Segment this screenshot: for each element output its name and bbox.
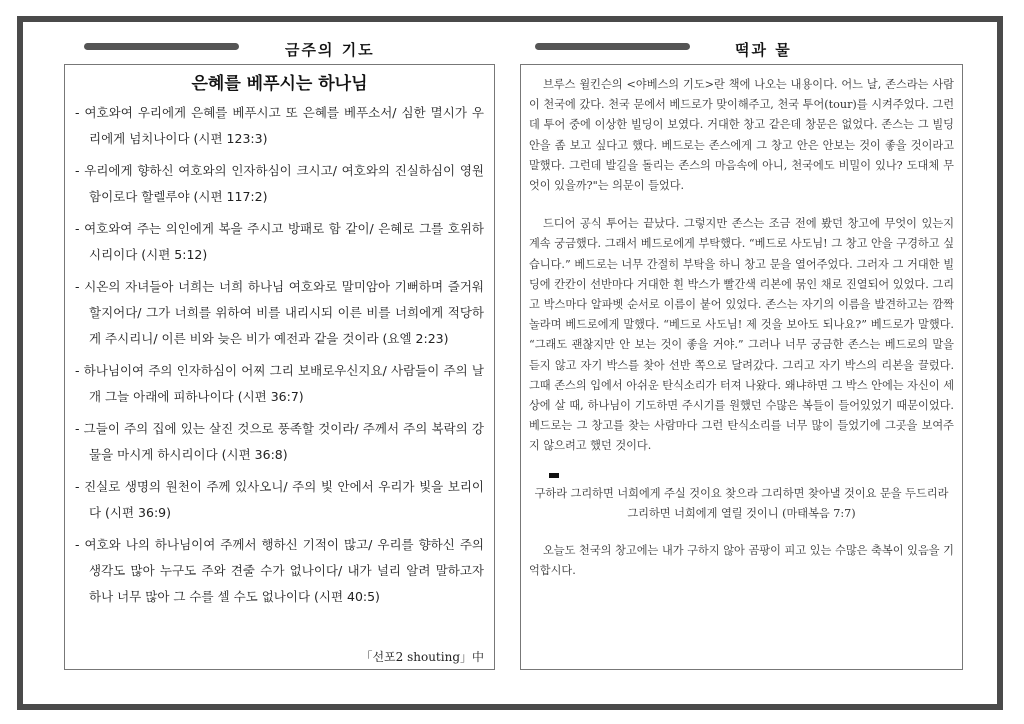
- story-paragraph-1: 브루스 윌킨슨의 <야베스의 기도>란 책에 나오는 내용이다. 어느 날, 존스라는 사람이 천국에 갔다. 천국 문에서 베드로가 맞이해주고, 천국 투어(tour)를 시켜주었다. 그런데 투어 중에 이상한 빌딩이 보였다. 거대한 창고 같은데 창문은 없었다. 존스는 그 빌딩 안을 좀 보고 싶다고 했다. 베드로는 존스에게 그 창고 안은 안보는 것이 좋을 것이라고 말했다. 그런데 발길을 돌리는 존스의 마음속에 아니, 천국에도 비밀이 있나? 도대체 무엇이 있을까?"는 의문이 들었다.: [529, 78, 954, 193]
- prayer-box: [64, 64, 495, 670]
- closing-paragraph: 오늘도 천국의 창고에는 내가 구하지 않아 곰팡이 피고 있는 수많은 축복이 있음을 기억합시다.: [529, 543, 954, 577]
- left-heading-bar: [84, 43, 239, 50]
- verse-4: - 시온의 자녀들아 너희는 너희 하나님 여호와로 말미암아 기뻐하며 즐거워할지어다/ 그가 너희를 위하여 비를 내리시되 이른 비를 너희에게 적당하게 주시리니/ 이른 비와 늦은 비가 예전과 같을 것이라 (요엘 2:23): [75, 279, 484, 346]
- verse-6: - 그들이 주의 집에 있는 살진 것으로 풍족할 것이라/ 주께서 주의 복락의 강물을 마시게 하시리이다 (시편 36:8): [75, 421, 484, 462]
- quote-marker: [549, 473, 559, 478]
- verse-7: - 진실로 생명의 원천이 주께 있사오니/ 주의 빛 안에서 우리가 빛을 보리이다 (시편 36:9): [75, 479, 484, 520]
- verse-1: - 여호와여 우리에게 은혜를 베푸시고 또 은혜를 베푸소서/ 심한 멸시가 우리에게 넘치나이다 (시편 123:3): [75, 105, 484, 146]
- right-heading: 떡과 물: [735, 41, 792, 59]
- verse-2: - 우리에게 향하신 여호와의 인자하심이 크시고/ 여호와의 진실하심이 영원함이로다 할렐루야 (시편 117:2): [75, 163, 484, 204]
- verse-8: - 여호와 나의 하나님이여 주께서 행하신 기적이 많고/ 우리를 향하신 주의 생각도 많아 누구도 주와 견줄 수가 없나이다/ 내가 널리 알려 말하고자 하나 너무 많아 그 수를 셀 수도 없나이다 (시편 40:5): [75, 537, 484, 604]
- story-box: [520, 64, 963, 670]
- scripture-quote: 구하라 그리하면 너희에게 주실 것이요 찾으라 그리하면 찾아낼 것이요 문을 두드리라 그리하면 너희에게 열릴 것이니 (마태복음 7:7): [534, 486, 949, 521]
- source-citation: 「선포2 shouting」中: [360, 650, 484, 664]
- story-paragraph-2: 드디어 공식 투어는 끝났다. 그렇지만 존스는 조금 전에 봤던 창고에 무엇이 있는지 계속 궁금했다. 그래서 베드로에게 부탁했다. “베드로 사도님! 그 창고 안을 구경하고 싶습니다.” 베드로는 너무 간절히 부탁을 하니 창고 문을 열어주었다. 그러자 그 거대한 빌딩에 칸칸이 선반마다 거대한 흰 박스가 빨간색 리본에 묶인 채로 진열되어 있었다. 그리고 박스마다 알파벳 순서로 이름이 붙어 있었다. 존스는 자기의 이름을 발견하고는 깜짝 놀라며 베드로에게 말했다. “베드로 사도님! 제 것을 보아도 되나요?” 베드로가 말했다. “그래도 괜찮지만 안 보는 것이 좋을 거야.” 그러나 너무 궁금한 존스는 베드로의 말을 듣지 않고 자기 박스를 찾아 선반 쪽으로 달려갔다. 그리고 자기 박스의 리본을 끌렀다. 그때 존스의 입에서 아쉬운 탄식소리가 터져 나왔다. 왜냐하면 그 박스 안에는 자신이 세상에 살 때, 하나님이 기도하면 주시기를 원했던 수많은 복들이 들어있었기 때문이었다. 베드로는 그 창고를 찾는 사람마다 그런 탄식소리를 너무 많이 들었기에 그곳을 보여주지 않으려고 했던 것이다.: [529, 217, 954, 453]
- verse-5: - 하나님이여 주의 인자하심이 어찌 그리 보배로우신지요/ 사람들이 주의 날개 그늘 아래에 피하나이다 (시편 36:7): [75, 363, 484, 404]
- right-heading-bar: [535, 43, 690, 50]
- verse-3: - 여호와여 주는 의인에게 복을 주시고 방패로 함 같이/ 은혜로 그를 호위하시리이다 (시편 5:12): [75, 221, 484, 262]
- left-heading: 금주의 기도: [285, 41, 375, 59]
- prayer-title: 은혜를 베푸시는 하나님: [191, 74, 368, 94]
